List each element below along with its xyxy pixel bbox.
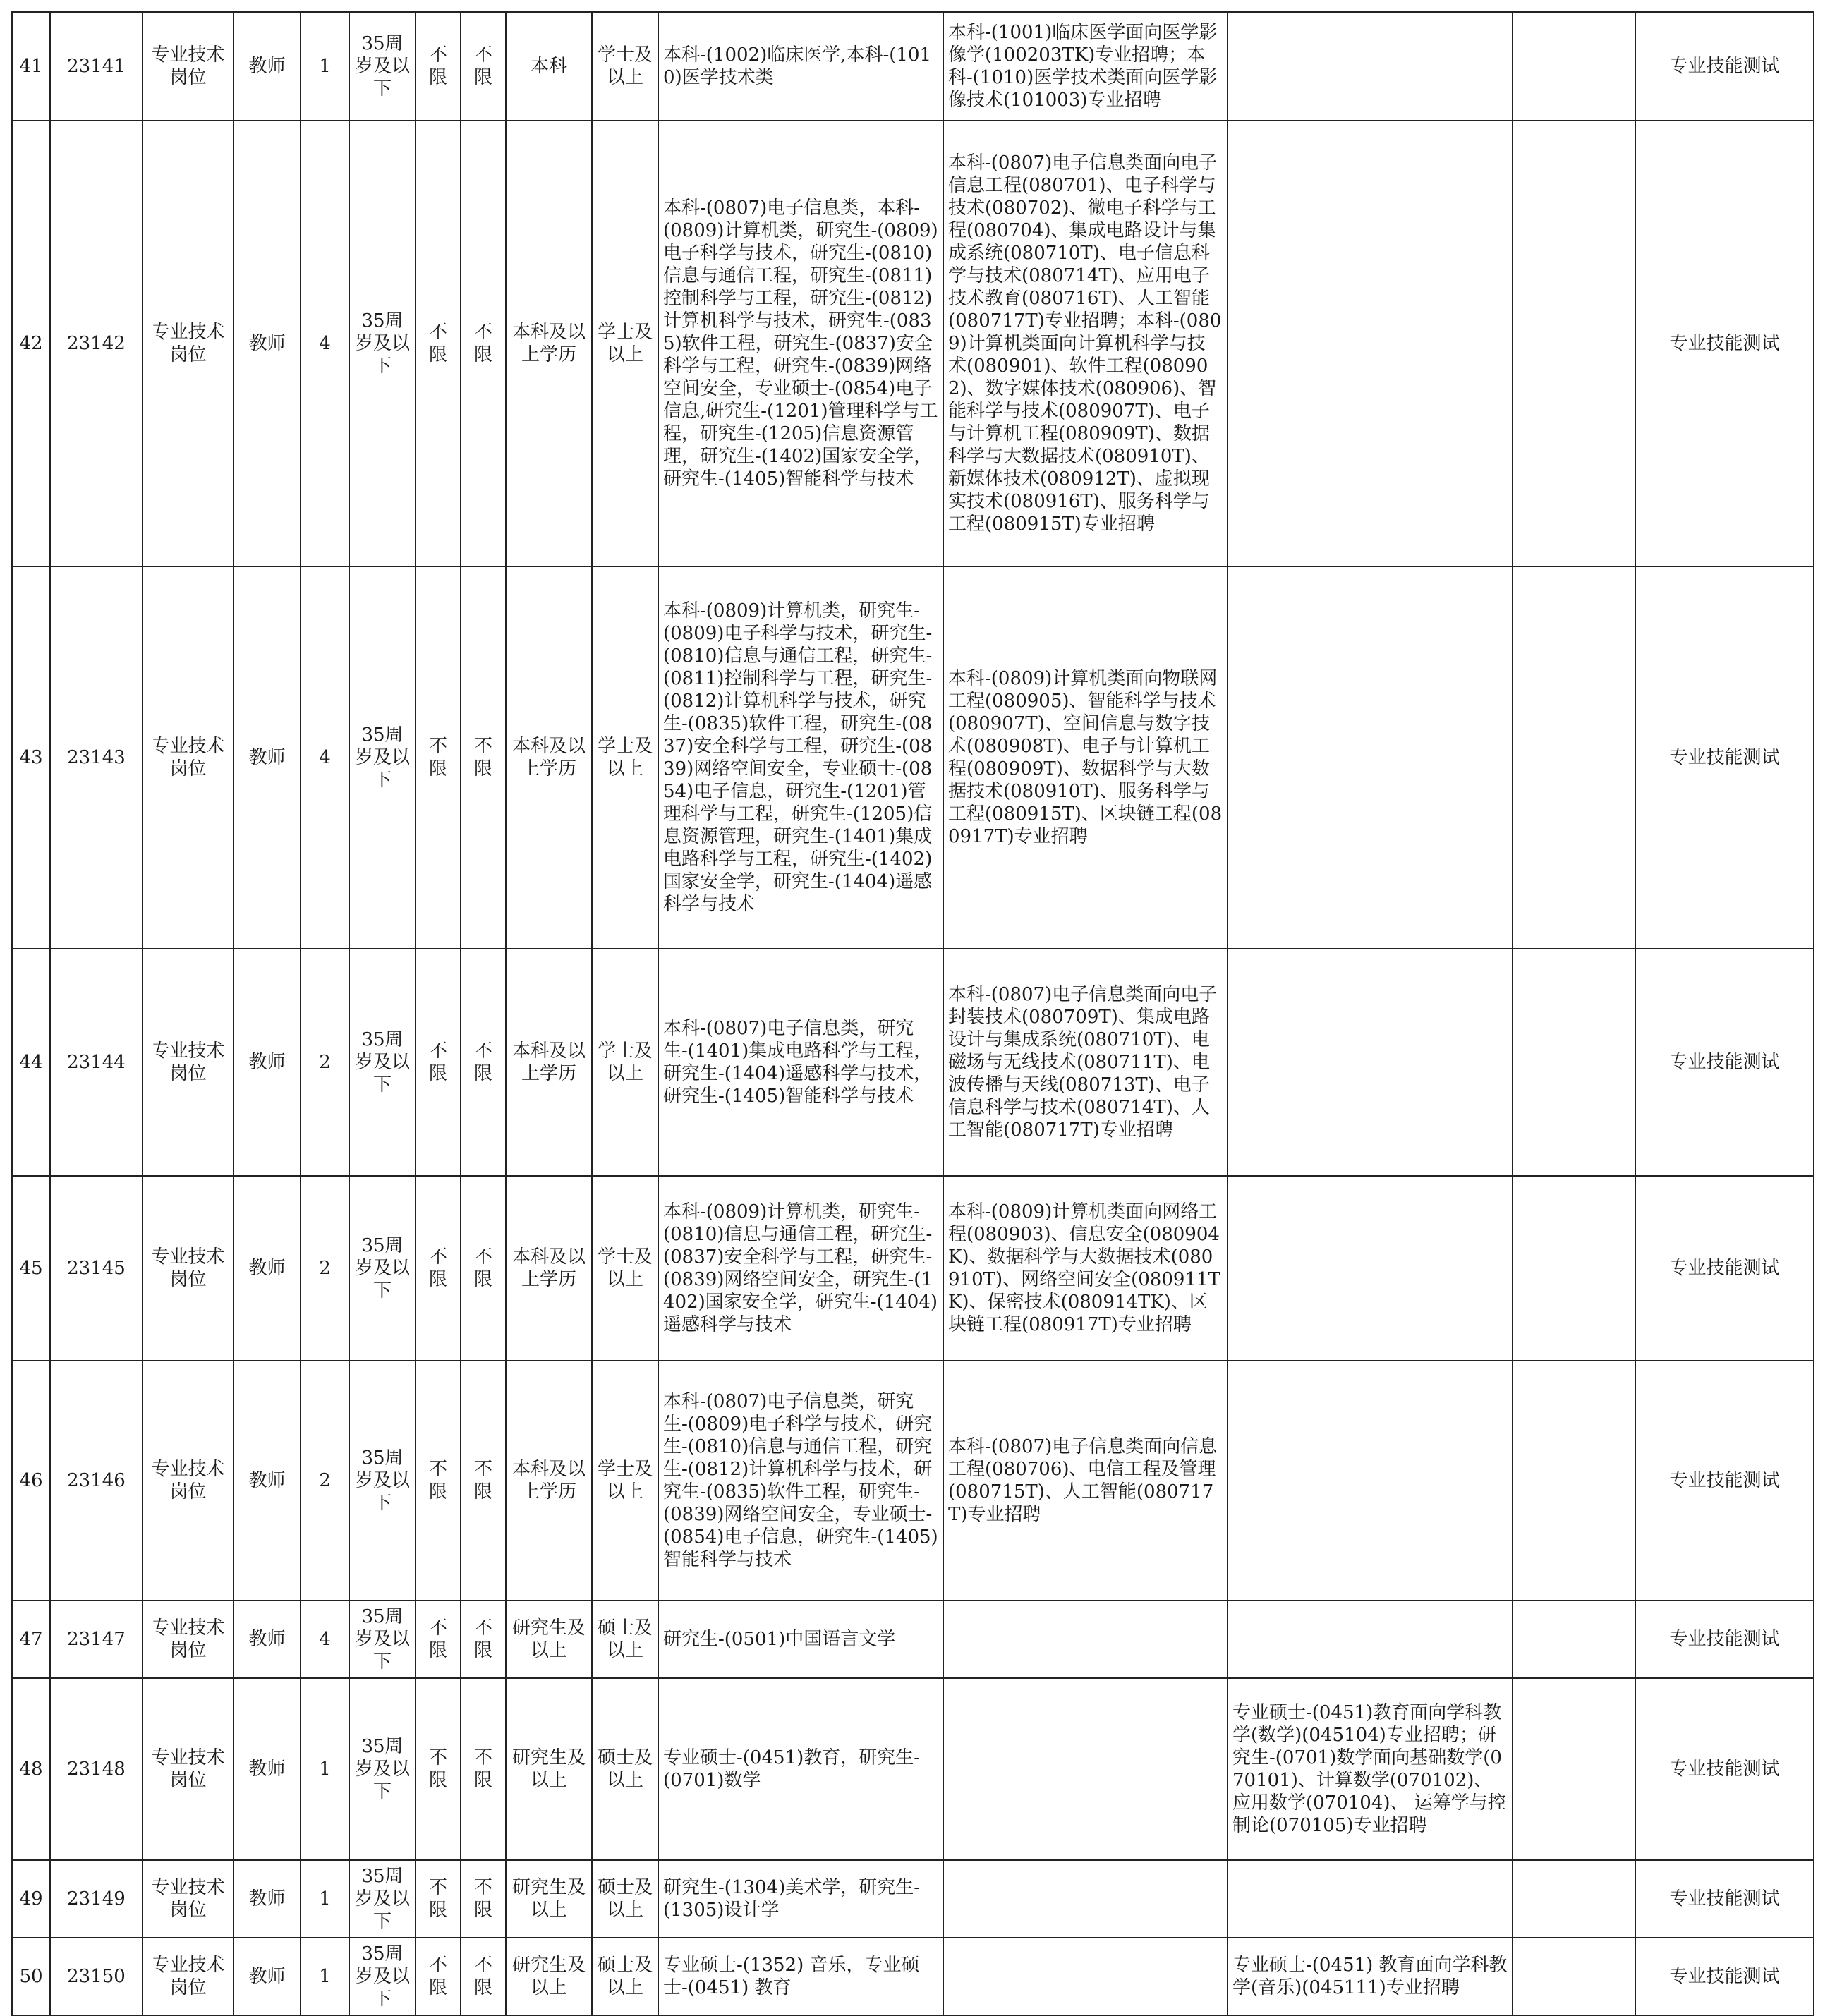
other-requirement bbox=[1513, 1938, 1635, 2015]
education-requirement: 研究生及以上 bbox=[506, 1938, 592, 2015]
position-code: 23143 bbox=[50, 566, 143, 949]
requirement-cell: 不限 bbox=[416, 1860, 461, 1938]
recruitment-table bbox=[11, 11, 1814, 2016]
other-requirement bbox=[1513, 121, 1635, 566]
degree-requirement: 硕士及以上 bbox=[592, 1860, 658, 1938]
age-requirement: 35周岁及以下 bbox=[349, 1678, 416, 1860]
row-number: 48 bbox=[12, 1678, 50, 1860]
exam-type: 专业技能测试 bbox=[1635, 566, 1814, 949]
education-requirement: 本科及以上学历 bbox=[506, 121, 592, 566]
undergrad-major-note: 本科-(0809)计算机类面向网络工程(080903)、信息安全(080904K)、数据科学与大数据技术(080910T)、网络空间安全(080911TK)、保密技术(080914TK)、区块链工程(080917T)专业招聘 bbox=[943, 1176, 1228, 1361]
table-row bbox=[12, 1361, 1814, 1601]
grad-major-note bbox=[1228, 1601, 1513, 1678]
table-body bbox=[12, 12, 1814, 2015]
requirement-cell: 不限 bbox=[461, 1361, 506, 1601]
education-requirement: 研究生及以上 bbox=[506, 1601, 592, 1678]
requirement-cell: 不限 bbox=[461, 121, 506, 566]
hire-count: 1 bbox=[301, 12, 349, 121]
education-requirement: 本科及以上学历 bbox=[506, 1176, 592, 1361]
position-category: 专业技术岗位 bbox=[143, 12, 234, 121]
age-requirement: 35周岁及以下 bbox=[349, 1860, 416, 1938]
position-category: 专业技术岗位 bbox=[143, 1678, 234, 1860]
exam-type: 专业技能测试 bbox=[1635, 1938, 1814, 2015]
requirement-cell: 不限 bbox=[416, 121, 461, 566]
position-category: 专业技术岗位 bbox=[143, 566, 234, 949]
position-category: 专业技术岗位 bbox=[143, 949, 234, 1176]
position-category: 专业技术岗位 bbox=[143, 1860, 234, 1938]
position-category: 专业技术岗位 bbox=[143, 1938, 234, 2015]
other-requirement bbox=[1513, 566, 1635, 949]
position-name: 教师 bbox=[234, 121, 301, 566]
education-requirement: 本科及以上学历 bbox=[506, 566, 592, 949]
major-requirement: 专业硕士-(0451)教育，研究生-(0701)数学 bbox=[658, 1678, 943, 1860]
grad-major-note bbox=[1228, 949, 1513, 1176]
hire-count: 4 bbox=[301, 121, 349, 566]
exam-type: 专业技能测试 bbox=[1635, 12, 1814, 121]
grad-major-note bbox=[1228, 12, 1513, 121]
row-number: 44 bbox=[12, 949, 50, 1176]
row-number: 46 bbox=[12, 1361, 50, 1601]
position-code: 23150 bbox=[50, 1938, 143, 2015]
position-category: 专业技术岗位 bbox=[143, 1361, 234, 1601]
major-requirement: 研究生-(0501)中国语言文学 bbox=[658, 1601, 943, 1678]
other-requirement bbox=[1513, 949, 1635, 1176]
position-name: 教师 bbox=[234, 949, 301, 1176]
table-row bbox=[12, 12, 1814, 121]
education-requirement: 研究生及以上 bbox=[506, 1678, 592, 1860]
undergrad-major-note bbox=[943, 1938, 1228, 2015]
row-number: 41 bbox=[12, 12, 50, 121]
requirement-cell: 不限 bbox=[416, 1176, 461, 1361]
requirement-cell: 不限 bbox=[416, 949, 461, 1176]
undergrad-major-note: 本科-(0809)计算机类面向物联网工程(080905)、智能科学与技术(080907T)、空间信息与数字技术(080908T)、电子与计算机工程(080909T)、数据科学与大数据技术(080910T)、服务科学与工程(080915T)、区块链工程(080917T)专业招聘 bbox=[943, 566, 1228, 949]
row-number: 47 bbox=[12, 1601, 50, 1678]
age-requirement: 35周岁及以下 bbox=[349, 1361, 416, 1601]
undergrad-major-note: 本科-(0807)电子信息类面向电子封装技术(080709T)、集成电路设计与集成系统(080710T)、电磁场与无线技术(080711T)、电波传播与天线(080713T)、电子信息科学与技术(080714T)、人工智能(080717T)专业招聘 bbox=[943, 949, 1228, 1176]
position-category: 专业技术岗位 bbox=[143, 1176, 234, 1361]
grad-major-note: 专业硕士-(0451)教育面向学科教学(数学)(045104)专业招聘；研究生-(0701)数学面向基础数学(070101)、计算数学(070102)、应用数学(070104)、 运筹学与控制论(070105)专业招聘 bbox=[1228, 1678, 1513, 1860]
requirement-cell: 不限 bbox=[416, 1678, 461, 1860]
row-number: 45 bbox=[12, 1176, 50, 1361]
position-code: 23146 bbox=[50, 1361, 143, 1601]
position-code: 23142 bbox=[50, 121, 143, 566]
degree-requirement: 学士及以上 bbox=[592, 12, 658, 121]
hire-count: 2 bbox=[301, 1176, 349, 1361]
exam-type: 专业技能测试 bbox=[1635, 949, 1814, 1176]
major-requirement: 本科-(0807)电子信息类，本科-(0809)计算机类，研究生-(0809)电子科学与技术，研究生-(0810)信息与通信工程，研究生-(0811)控制科学与工程，研究生-(0812)计算机科学与技术，研究生-(0835)软件工程，研究生-(0837)安全科学与工程，研究生-(0839)网络空间安全，专业硕士-(0854)电子信息,研究生-(1201)管理科学与工程，研究生-(1205)信息资源管理，研究生-(1402)国家安全学，研究生-(1405)智能科学与技术 bbox=[658, 121, 943, 566]
position-category: 专业技术岗位 bbox=[143, 1601, 234, 1678]
education-requirement: 本科及以上学历 bbox=[506, 949, 592, 1176]
age-requirement: 35周岁及以下 bbox=[349, 949, 416, 1176]
row-number: 43 bbox=[12, 566, 50, 949]
table-row bbox=[12, 121, 1814, 566]
undergrad-major-note: 本科-(0807)电子信息类面向信息工程(080706)、电信工程及管理(080715T)、人工智能(080717T)专业招聘 bbox=[943, 1361, 1228, 1601]
position-code: 23149 bbox=[50, 1860, 143, 1938]
age-requirement: 35周岁及以下 bbox=[349, 121, 416, 566]
position-category: 专业技术岗位 bbox=[143, 121, 234, 566]
degree-requirement: 学士及以上 bbox=[592, 949, 658, 1176]
age-requirement: 35周岁及以下 bbox=[349, 12, 416, 121]
position-code: 23141 bbox=[50, 12, 143, 121]
major-requirement: 专业硕士-(1352) 音乐，专业硕士-(0451) 教育 bbox=[658, 1938, 943, 2015]
degree-requirement: 学士及以上 bbox=[592, 1361, 658, 1601]
major-requirement: 本科-(0809)计算机类，研究生-(0809)电子科学与技术，研究生-(0810)信息与通信工程，研究生-(0811)控制科学与工程，研究生-(0812)计算机科学与技术，研究生-(0835)软件工程，研究生-(0837)安全科学与工程，研究生-(0839)网络空间安全，专业硕士-(0854)电子信息，研究生-(1201)管理科学与工程，研究生-(1205)信息资源管理，研究生-(1401)集成电路科学与工程，研究生-(1402)国家安全学，研究生-(1404)遥感科学与技术 bbox=[658, 566, 943, 949]
position-name: 教师 bbox=[234, 1678, 301, 1860]
requirement-cell: 不限 bbox=[461, 1601, 506, 1678]
requirement-cell: 不限 bbox=[461, 1678, 506, 1860]
other-requirement bbox=[1513, 1678, 1635, 1860]
major-requirement: 本科-(0807)电子信息类，研究生-(1401)集成电路科学与工程，研究生-(1404)遥感科学与技术，研究生-(1405)智能科学与技术 bbox=[658, 949, 943, 1176]
table-row bbox=[12, 1176, 1814, 1361]
other-requirement bbox=[1513, 1601, 1635, 1678]
exam-type: 专业技能测试 bbox=[1635, 1361, 1814, 1601]
position-code: 23148 bbox=[50, 1678, 143, 1860]
requirement-cell: 不限 bbox=[461, 949, 506, 1176]
education-requirement: 本科及以上学历 bbox=[506, 1361, 592, 1601]
requirement-cell: 不限 bbox=[416, 566, 461, 949]
exam-type: 专业技能测试 bbox=[1635, 1678, 1814, 1860]
exam-type: 专业技能测试 bbox=[1635, 1860, 1814, 1938]
position-name: 教师 bbox=[234, 1860, 301, 1938]
position-code: 23147 bbox=[50, 1601, 143, 1678]
position-name: 教师 bbox=[234, 1938, 301, 2015]
grad-major-note bbox=[1228, 1176, 1513, 1361]
other-requirement bbox=[1513, 1860, 1635, 1938]
exam-type: 专业技能测试 bbox=[1635, 1176, 1814, 1361]
major-requirement: 本科-(0807)电子信息类，研究生-(0809)电子科学与技术，研究生-(0810)信息与通信工程，研究生-(0812)计算机科学与技术，研究生-(0835)软件工程，研究生-(0839)网络空间安全，专业硕士-(0854)电子信息，研究生-(1405)智能科学与技术 bbox=[658, 1361, 943, 1601]
hire-count: 4 bbox=[301, 1601, 349, 1678]
hire-count: 1 bbox=[301, 1678, 349, 1860]
hire-count: 2 bbox=[301, 1361, 349, 1601]
age-requirement: 35周岁及以下 bbox=[349, 1176, 416, 1361]
grad-major-note bbox=[1228, 121, 1513, 566]
row-number: 50 bbox=[12, 1938, 50, 2015]
grad-major-note bbox=[1228, 1361, 1513, 1601]
table-row bbox=[12, 1601, 1814, 1678]
undergrad-major-note bbox=[943, 1678, 1228, 1860]
position-name: 教师 bbox=[234, 1601, 301, 1678]
undergrad-major-note: 本科-(1001)临床医学面向医学影像学(100203TK)专业招聘；本科-(1010)医学技术类面向医学影像技术(101003)专业招聘 bbox=[943, 12, 1228, 121]
hire-count: 1 bbox=[301, 1860, 349, 1938]
degree-requirement: 硕士及以上 bbox=[592, 1938, 658, 2015]
education-requirement: 研究生及以上 bbox=[506, 1860, 592, 1938]
position-code: 23144 bbox=[50, 949, 143, 1176]
hire-count: 2 bbox=[301, 949, 349, 1176]
position-code: 23145 bbox=[50, 1176, 143, 1361]
degree-requirement: 学士及以上 bbox=[592, 1176, 658, 1361]
position-name: 教师 bbox=[234, 566, 301, 949]
exam-type: 专业技能测试 bbox=[1635, 1601, 1814, 1678]
degree-requirement: 硕士及以上 bbox=[592, 1678, 658, 1860]
age-requirement: 35周岁及以下 bbox=[349, 1938, 416, 2015]
grad-major-note bbox=[1228, 1860, 1513, 1938]
major-requirement: 研究生-(1304)美术学，研究生-(1305)设计学 bbox=[658, 1860, 943, 1938]
requirement-cell: 不限 bbox=[416, 12, 461, 121]
other-requirement bbox=[1513, 12, 1635, 121]
table-row bbox=[12, 1678, 1814, 1860]
undergrad-major-note bbox=[943, 1601, 1228, 1678]
table-row bbox=[12, 1938, 1814, 2015]
other-requirement bbox=[1513, 1361, 1635, 1601]
other-requirement bbox=[1513, 1176, 1635, 1361]
requirement-cell: 不限 bbox=[416, 1938, 461, 2015]
major-requirement: 本科-(0809)计算机类，研究生-(0810)信息与通信工程，研究生-(0837)安全科学与工程，研究生-(0839)网络空间安全，研究生-(1402)国家安全学，研究生-(1404)遥感科学与技术 bbox=[658, 1176, 943, 1361]
table-row bbox=[12, 566, 1814, 949]
undergrad-major-note: 本科-(0807)电子信息类面向电子信息工程(080701)、电子科学与技术(080702)、微电子科学与工程(080704)、集成电路设计与集成系统(080710T)、电子信息科学与技术(080714T)、应用电子技术教育(080716T)、人工智能(080717T)专业招聘；本科-(0809)计算机类面向计算机科学与技术(080901)、软件工程(080902)、数字媒体技术(080906)、智能科学与技术(080907T)、电子与计算机工程(080909T)、数据科学与大数据技术(080910T)、新媒体技术(080912T)、虚拟现实技术(080916T)、服务科学与工程(080915T)专业招聘 bbox=[943, 121, 1228, 566]
requirement-cell: 不限 bbox=[461, 1938, 506, 2015]
grad-major-note: 专业硕士-(0451) 教育面向学科教学(音乐)(045111)专业招聘 bbox=[1228, 1938, 1513, 2015]
requirement-cell: 不限 bbox=[416, 1361, 461, 1601]
row-number: 42 bbox=[12, 121, 50, 566]
requirement-cell: 不限 bbox=[461, 1860, 506, 1938]
row-number: 49 bbox=[12, 1860, 50, 1938]
hire-count: 4 bbox=[301, 566, 349, 949]
undergrad-major-note bbox=[943, 1860, 1228, 1938]
education-requirement: 本科 bbox=[506, 12, 592, 121]
table-row bbox=[12, 949, 1814, 1176]
table-row bbox=[12, 1860, 1814, 1938]
degree-requirement: 硕士及以上 bbox=[592, 1601, 658, 1678]
age-requirement: 35周岁及以下 bbox=[349, 1601, 416, 1678]
degree-requirement: 学士及以上 bbox=[592, 566, 658, 949]
position-name: 教师 bbox=[234, 1176, 301, 1361]
exam-type: 专业技能测试 bbox=[1635, 121, 1814, 566]
degree-requirement: 学士及以上 bbox=[592, 121, 658, 566]
position-name: 教师 bbox=[234, 12, 301, 121]
requirement-cell: 不限 bbox=[461, 12, 506, 121]
age-requirement: 35周岁及以下 bbox=[349, 566, 416, 949]
hire-count: 1 bbox=[301, 1938, 349, 2015]
requirement-cell: 不限 bbox=[461, 566, 506, 949]
grad-major-note bbox=[1228, 566, 1513, 949]
major-requirement: 本科-(1002)临床医学,本科-(1010)医学技术类 bbox=[658, 12, 943, 121]
position-name: 教师 bbox=[234, 1361, 301, 1601]
requirement-cell: 不限 bbox=[461, 1176, 506, 1361]
requirement-cell: 不限 bbox=[416, 1601, 461, 1678]
